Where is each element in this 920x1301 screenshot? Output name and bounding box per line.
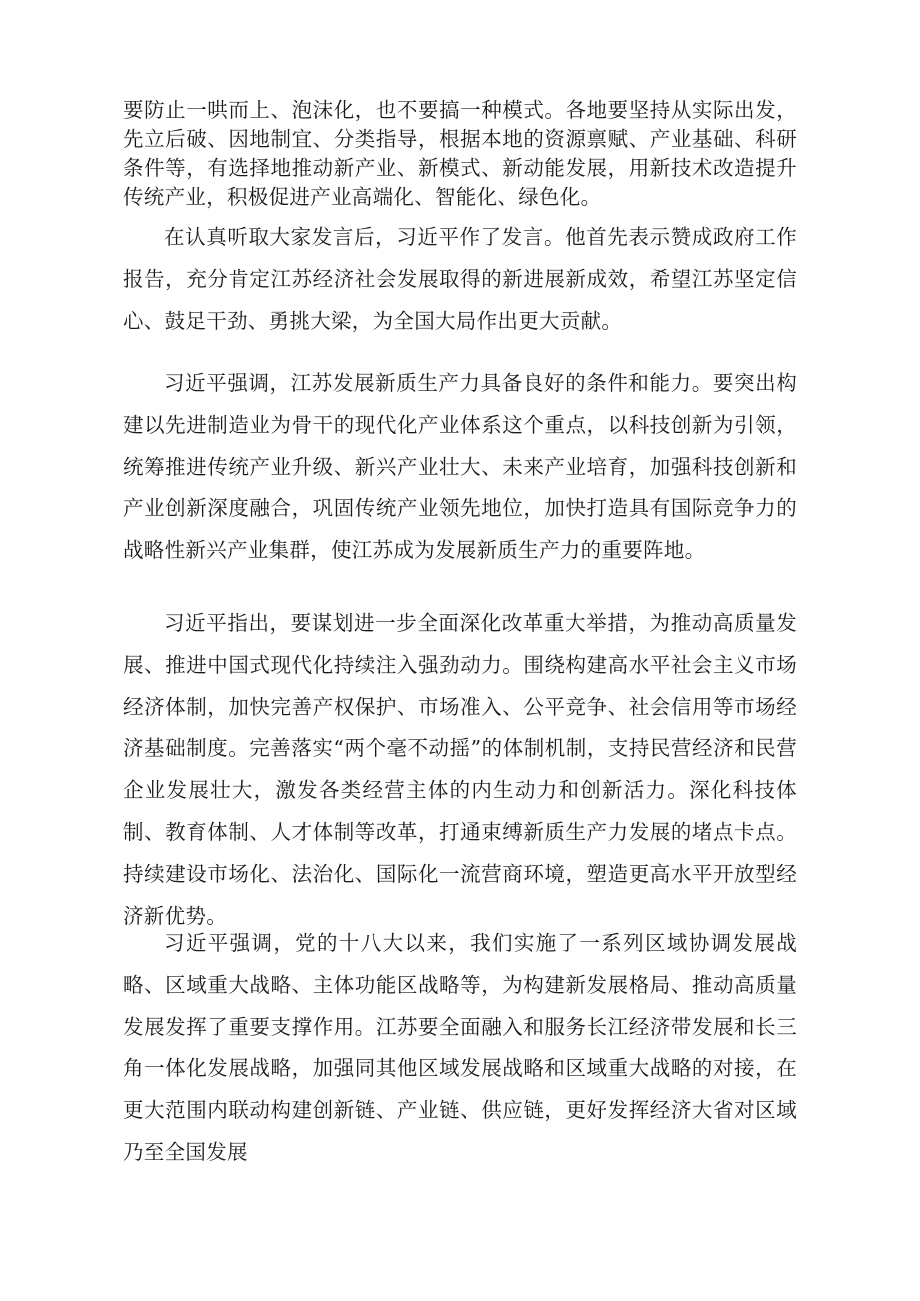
paragraph-text: 要防止一哄而上、泡沫化，也不要搞一种模式。各地要坚持从实际出发，先立后破、因地制宜、分类指导，根据本地的资源禀赋、产业基础、科研条件等，有选择地推动新产业、新模式、新动能发展，用新技术改造提升传统产业，积极促进产业高端化、智能化、绿色化。 (123, 98, 797, 209)
paragraph (123, 923, 797, 1174)
paragraph-text: 习近平强调，党的十八大以来，我们实施了一系列区域协调发展战略、区域重大战略、主体功能区战略等，为构建新发展格局、推动高质量发展发挥了重要支撑作用。江苏要全面融入和服务长江经济带发展和长三角一体化发展战略，加强同其他区域发展战略和区域重大战略的对接，在更大范围内联动构建创新链、产业链、供应链，更好发挥经济大省对区域乃至全国发展 (123, 931, 797, 1164)
paragraph (123, 603, 797, 937)
paragraph (123, 217, 797, 342)
paragraph-text: 习近平强调，江苏发展新质生产力具备良好的条件和能力。要突出构建以先进制造业为骨干的现代化产业体系这个重点，以科技创新为引领，统筹推进传统产业升级、新兴产业壮大、未来产业培育，加强科技创新和产业创新深度融合，巩固传统产业领先地位，加快打造具有国际竞争力的战略性新兴产业集群，使江苏成为发展新质生产力的重要阵地。 (123, 371, 797, 563)
paragraph-text: 习近平指出，要谋划进一步全面深化改革重大举措，为推动高质量发展、推进中国式现代化持续注入强劲动力。围绕构建高水平社会主义市场经济体制，加快完善产权保护、市场准入、公平竞争、社会信用等市场经济基础制度。完善落实“两个毫不动摇”的体制机制，支持民营经济和民营企业发展壮大，激发各类经营主体的内生动力和创新活力。深化科技体制、教育体制、人才体制等改革，打通束缚新质生产力发展的堵点卡点。持续建设市场化、法治化、国际化一流营商环境，塑造更高水平开放型经济新优势。 (123, 611, 797, 928)
paragraph-continued (123, 96, 797, 212)
paragraph-text: 在认真听取大家发言后，习近平作了发言。他首先表示赞成政府工作报告，充分肯定江苏经济社会发展取得的新进展新成效，希望江苏坚定信心、鼓足干劲、勇挑大梁，为全国大局作出更大贡献。 (123, 225, 797, 333)
paragraph (123, 363, 797, 572)
